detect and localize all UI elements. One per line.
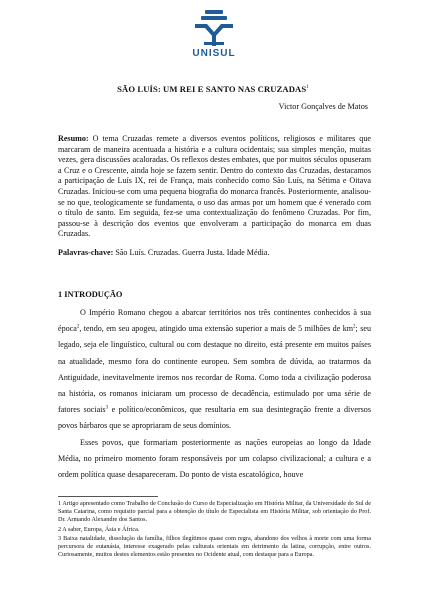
keywords-label: Palavras-chave: xyxy=(58,248,114,257)
p1-part-d: e político/econômicos, que resultaria em sua desintegração frente a diversos povos bárbaros que se apropriaram de seus domínios. xyxy=(58,405,371,431)
abstract-text: O tema Cruzadas remete a diversos eventos políticos, religiosos e militares que marcaram de maneira acentuada a história e a cultura ocidentais; sua simples menção, muitas vezes, gera discussões acaloradas. Os reflexos destes embates, que por muitos séculos opuseram a Cruz e o Crescente, ainda hoje se fazem sentir. Dentro do contexto das Cruzadas, destacamos a participação de Luís IX, rei de França, mais conhecido como São Luís, na Sétima e Oitava Cruzadas. Iniciou-se com uma pequena biografia do monarca francês. Posteriormente, analisou-se no que, teologicamente se fundamenta, o uso das armas por um homem que é venerado com o título de santo. Em seguida, fez-se uma contextualização do fenômeno Cruzadas. Por fim, passou-se à descrição dos eventos que envolveram a participação do monarca em duas Cruzadas. xyxy=(58,134,371,239)
footnote-3: 3 Baixa natalidade, dissolução da família, filhos ilegítimos quase com regra, abandono dos velhos à morte com uma forma percursora de eutanásia, interesse exagerado pelas culturais orientais em detrimento da latina, corrupção, entre outros. Curiosamente, muitos destes elementos estão presentes no Ocidente atual, com destaque para a Europa. xyxy=(58,534,371,559)
abstract xyxy=(58,134,371,240)
footnote-2: 2 A saber, Europa, Ásia e África. xyxy=(58,525,140,533)
p1-part-c: ; seu legado, seja ele linguístico, cultural ou com destaque no direito, está presente em muitos países na atualidade, mesmo fora do continente europeu. Sem sombra de dúvida, ao tratarmos da Antiguidade, inevitavelmente iremos nos recordar de Roma. Como toda a civilização poderosa na história, os romanos iniciaram um processo de decadência, estimulado por uma série de fatores sociais xyxy=(58,324,371,415)
unisul-logo xyxy=(182,8,246,64)
title-footnote-mark: 1 xyxy=(306,85,309,91)
paragraph-2: Esses povos, que formariam posteriormente as nações europeias ao longo da Idade Média, no primeiro momento foram responsáveis por um colapso civilizacional; a cultura e a ordem política quase desapareceram. Do ponto de vista escatológico, houve xyxy=(58,437,371,480)
author-name: Victor Gonçalves de Matos xyxy=(278,102,368,111)
keywords-text: São Luís. Cruzadas. Guerra Justa. Idade Média. xyxy=(113,248,270,257)
paper-title xyxy=(0,84,426,94)
footnote-ref-2: 2 xyxy=(76,324,80,330)
keywords xyxy=(58,248,371,259)
footnote-ref-3: 3 xyxy=(105,405,109,411)
section-heading: 1 INTRODUÇÃO xyxy=(58,290,123,299)
paragraph-1 xyxy=(58,305,371,435)
footnotes xyxy=(58,500,371,560)
logo-wordmark: UNISUL xyxy=(192,48,236,59)
footnote-1: 1 Artigo apresentado como Trabalho de Conclusão do Curso de Especialização em História Militar, da Universidade do Sul de Santa Catarina, como requisito parcial para a obtenção do título de Especialista em História Militar, sob orientação do Prof. Dr. Armando Alexandre dos Santos. xyxy=(58,500,371,524)
p1-part-b: , tendo, em seu apogeu, atingido uma extensão superior a mais de 5 milhões de km xyxy=(79,324,354,334)
footnote-divider xyxy=(58,496,158,497)
body-text xyxy=(58,305,371,483)
p1-part-a: O Império Romano chegou a abarcar territórios nos três continentes conhecidos à sua época xyxy=(58,308,371,334)
title-text: SÃO LUÍS: UM REI E SANTO NAS CRUZADAS xyxy=(117,84,307,94)
unisul-emblem-icon xyxy=(191,8,237,48)
superscript-squared: 2 xyxy=(353,324,356,330)
abstract-label: Resumo: xyxy=(58,134,89,143)
